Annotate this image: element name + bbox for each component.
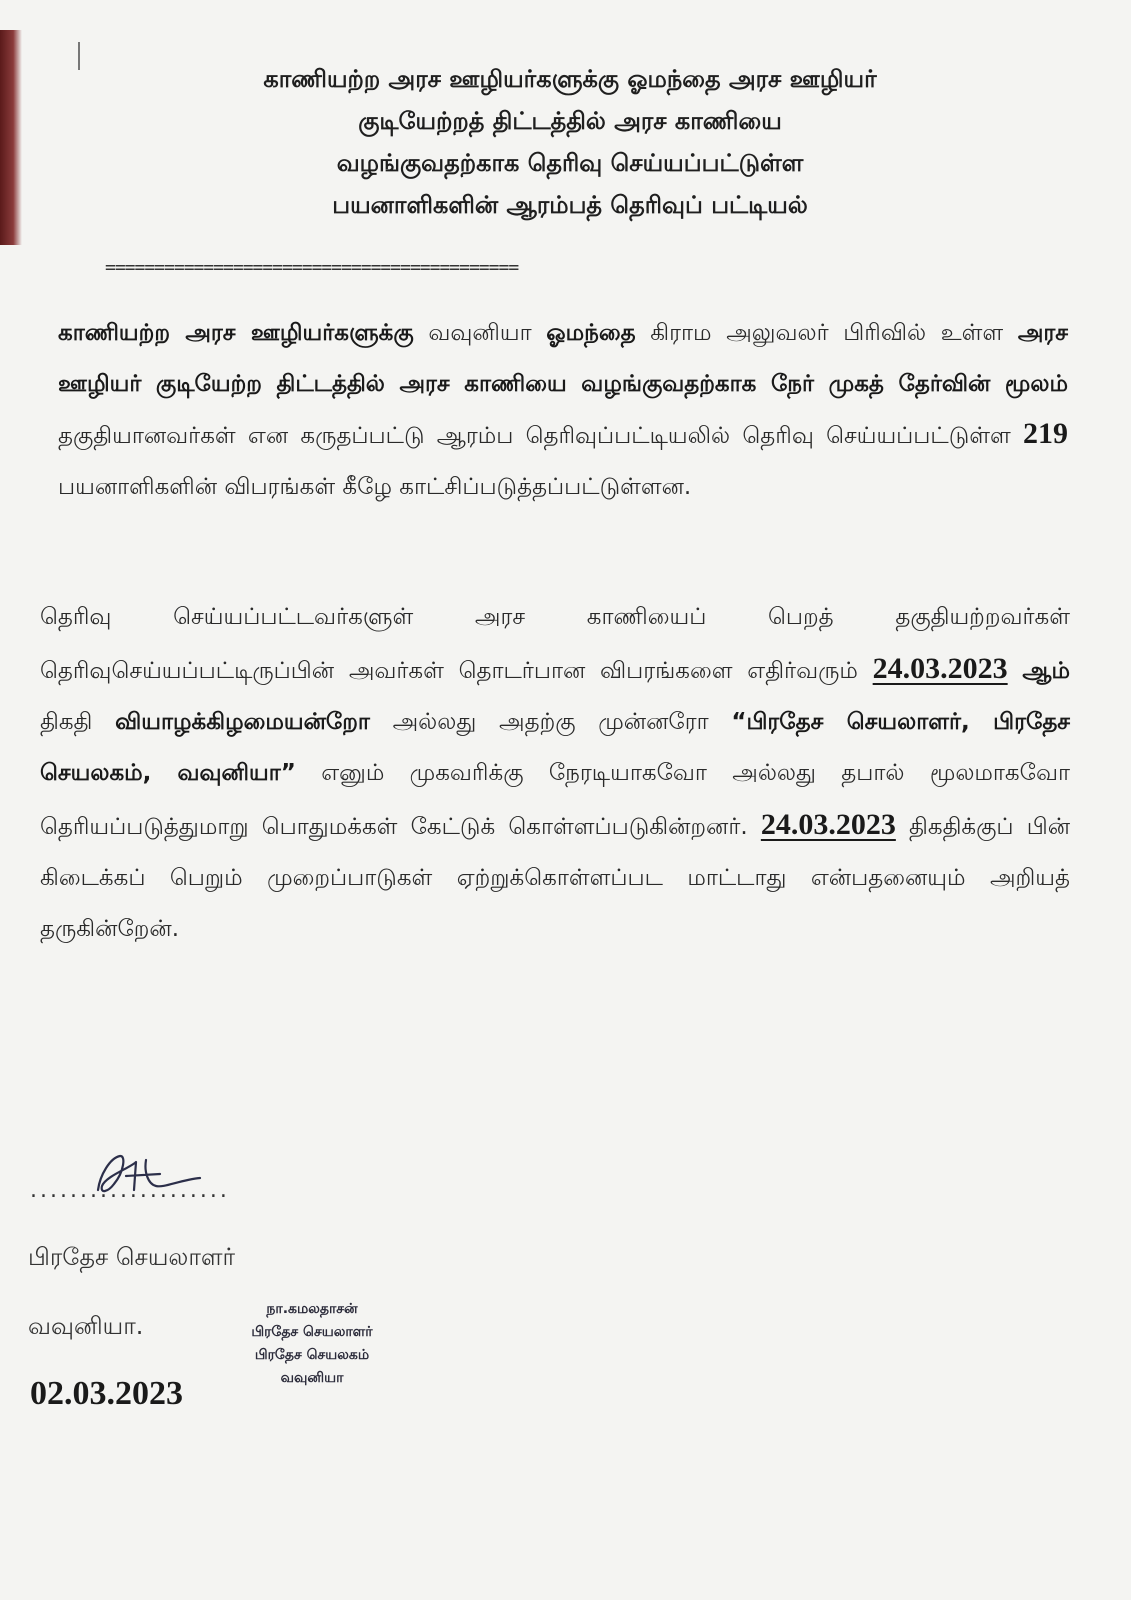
notice-segment-1: தெரிவு செய்யப்பட்டவர்களுள் அரச காணியைப் பெறத் தகுதியற்றவர்கள் தெரிவுசெய்யப்பட்டிருப்பின் அவர்கள் தொடர்பான விபரங்களை எதிர்வரும் [40,604,1070,684]
beneficiary-count: 219 [1023,417,1069,450]
title-line-4: பயனாளிகளின் ஆரம்பத் தெரிவுப் பட்டியல் [332,191,808,219]
notice-segment-7: எனும் முகவரிக்கு நேரடியாகவோ அல்லது தபால் மூலமாகவோ தெரியப்படுத்துமாறு பொதுமக்கள் கேட்டுக் கொள்ளப்படுகின்றனர். [40,760,1070,840]
paragraph-intro [58,308,1068,512]
stamp-line-4: வவுனியா [280,1370,344,1386]
intro-segment-1: காணியற்ற அரச ஊழியர்களுக்கு [58,320,414,346]
notice-segment-2: ஆம் [1022,658,1070,684]
stamp-line-2: பிரதேச செயலாளர் [251,1324,373,1340]
handwritten-signature [90,1150,230,1200]
official-stamp [222,1298,402,1390]
intro-segment-5: அரச ஊழியர் குடியேற்ற திட்டத்தில் அரச காணியை வழங்குவதற்காக நேர் முகத் தேர்வின் மூலம் [58,320,1069,397]
deadline-date-2: 24.03.2023 [760,808,896,841]
intro-segment-6: தகுதியானவர்கள் என கருதப்பட்டு ஆரம்ப தெரிவுப்பட்டியலில் தெரிவு செய்யப்பட்டுள்ள [58,423,1011,449]
page-title [90,58,1050,226]
stamp-line-3: பிரதேச செயலகம் [254,1347,370,1363]
intro-segment-4: கிராம அலுவலர் பிரிவில் உள்ள [650,320,1004,346]
document-date: 02.03.2023 [30,1375,183,1412]
notice-segment-4: வியாழக்கிழமையன்றோ [115,709,370,735]
signatory-designation: பிரதேச செயலாளர் [28,1243,236,1271]
title-line-2: குடியேற்றத் திட்டத்தில் அரச காணியை [358,107,782,135]
intro-segment-3: ஓமந்தை [546,320,636,346]
title-separator: ========================================== [105,258,519,278]
signature-block [30,1150,310,1210]
intro-segment-2: வவுனியா [428,320,532,346]
page-edge-shadow [0,30,22,245]
intro-segment-7: பயனாளிகளின் விபரங்கள் கீழே காட்சிப்படுத்தப்பட்டுள்ளன. [58,473,692,500]
notice-segment-5: அல்லது அதற்கு முன்னரோ [392,709,709,735]
title-line-1: காணியற்ற அரச ஊழியர்களுக்கு ஓமந்தை அரச ஊழியர் [263,65,877,93]
signatory-place: வவுனியா. [28,1312,144,1340]
page-edge-mark [78,42,80,70]
notice-address: “பிரதேச செயலாளர், பிரதேச செயலகம், வவுனியா” [40,709,1071,786]
deadline-date-1: 24.03.2023 [872,652,1008,685]
notice-segment-3: திகதி [40,709,93,735]
stamp-name: நா.கமலதாசன் [266,1301,358,1317]
signature-dots: .................... [30,1178,230,1203]
title-line-3: வழங்குவதற்காக தெரிவு செய்யப்பட்டுள்ள [336,149,804,177]
notice-segment-8: திகதிக்குப் பின் கிடைக்கப் பெறும் முறைப்பாடுகள் ஏற்றுக்கொள்ளப்பட மாட்டாது என்பதனையும் அறியத் தருகின்றேன். [40,814,1070,942]
paragraph-notice [40,592,1070,955]
